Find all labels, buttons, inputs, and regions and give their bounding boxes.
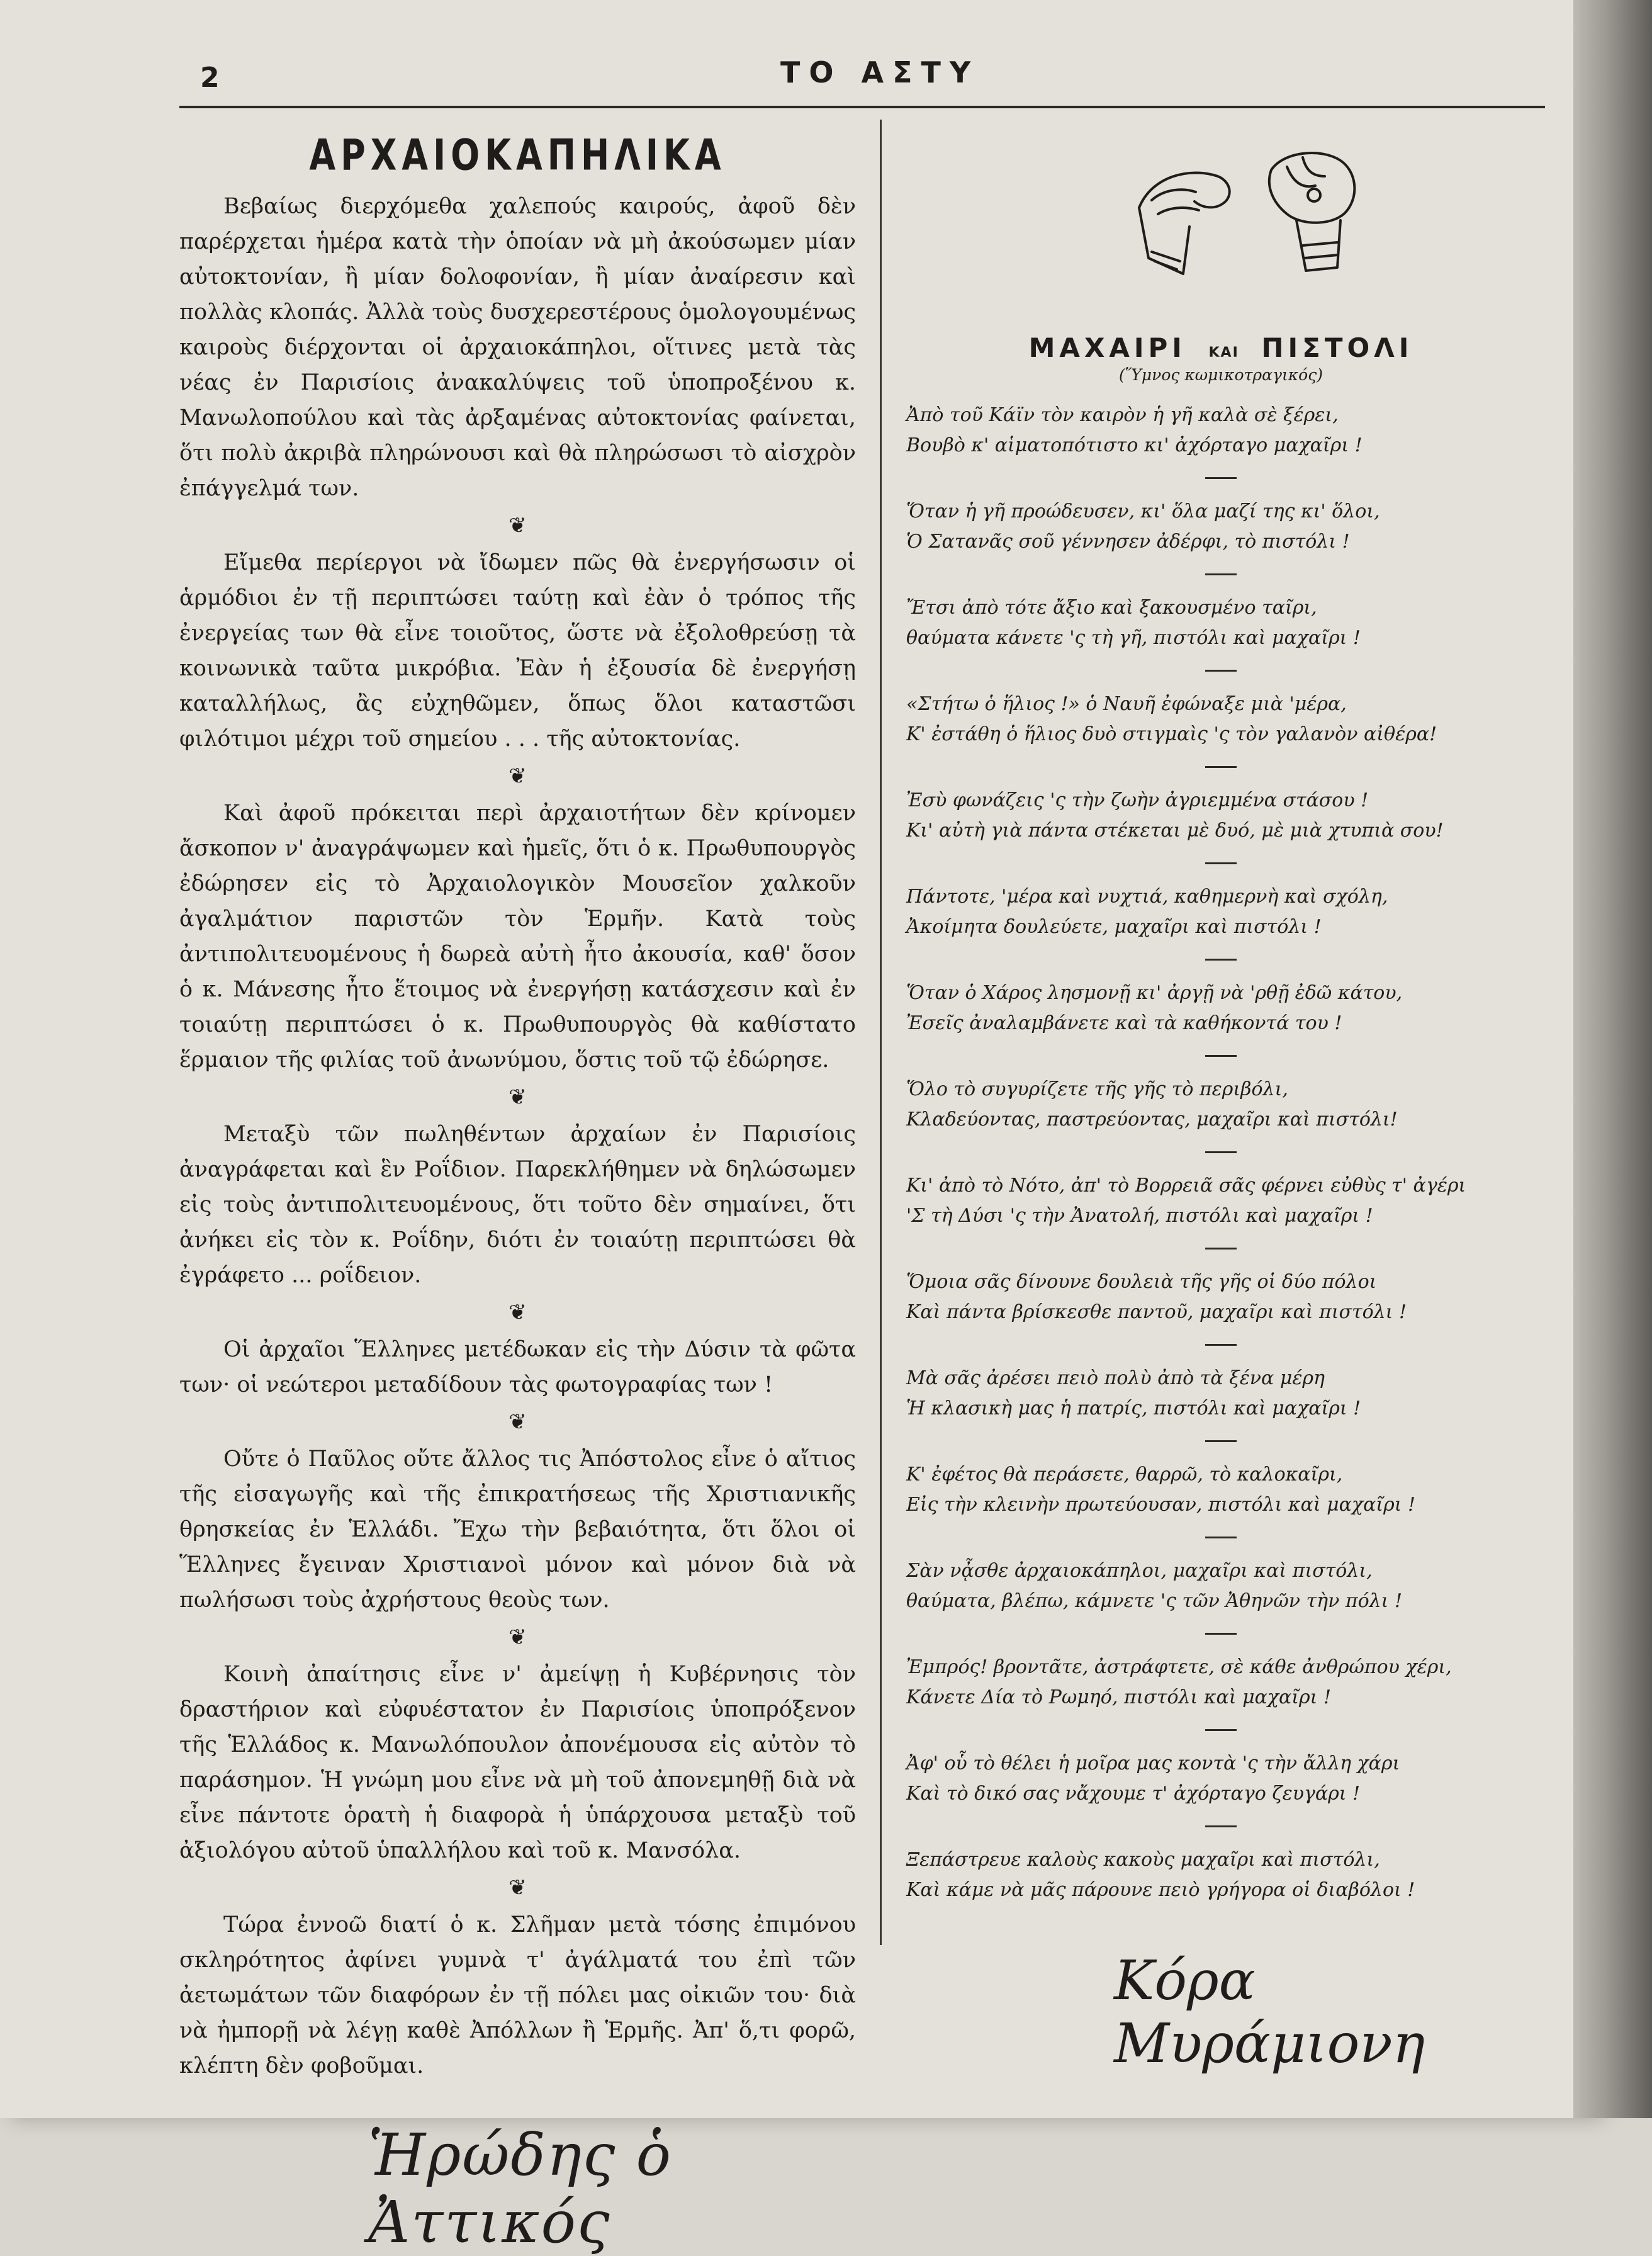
verse-line: Ἐμπρός! βροντᾶτε, ἀστράφτετε, σὲ κάθε ἀνθρώπου χέρι, xyxy=(906,1656,1452,1678)
stanza xyxy=(906,689,1536,750)
verse-line: Ὅταν ἡ γῆ προώδευσεν, κι' ὅλα μαζί της κι' ὅλοι, xyxy=(906,500,1380,522)
stanza-separator xyxy=(1205,1729,1237,1731)
paragraph-4: Μεταξὺ τῶν πωληθέντων ἀρχαίων ἐν Παρισίοις ἀναγράφεται καὶ ἓν Ροΐδιον. Παρεκλήθημεν νὰ δηλώσωμεν εἰς τοὺς ἀντιπολιτευομένους, ὅτι τοῦτο δὲν σημαίνει, ὅτι ἀνήκει εἰς τὸν κ. Ροΐδην, διότι ἐν τοιαύτῃ περιπτώσει θὰ ἐγράφετο ... ροΐδειον. xyxy=(179,1122,856,1288)
verse-line: Σὰν νᾆσθε ἀρχαιοκάπηλοι, μαχαῖρι καὶ πιστόλι, xyxy=(906,1560,1373,1582)
stanza-separator xyxy=(1205,862,1237,864)
paragraph-2: Εἴμεθα περίεργοι νὰ ἴδωμεν πῶς θὰ ἐνεργήσωσιν οἱ ἁρμόδιοι ἐν τῇ περιπτώσει ταύτῃ καὶ ἐὰν ὁ τρόπος τῆς ἐνεργείας των θὰ εἶνε τοιοῦτος, ὥστε νὰ ἐξολοθρεύσῃ τὰ κοινωνικὰ ταῦτα μικρόβια. Ἐὰν ἡ ἐξουσία δὲ ἐνεργήσῃ καταλλήλως, ἂς εὐχηθῶμεν, ὅπως ὅλοι καταστῶσι φιλότιμοι μέχρι τοῦ σημείου . . . τῆς αὐτοκτονίας. xyxy=(179,550,856,752)
verse-line: Ἔτσι ἀπὸ τότε ἄξιο καὶ ξακουσμένο ταῖρι, xyxy=(906,597,1317,619)
stanza xyxy=(906,882,1536,942)
stanza xyxy=(906,400,1536,461)
stanza xyxy=(906,1556,1536,1616)
verse-line: Ὅμοια σᾶς δίνουνε δουλειὰ τῆς γῆς οἱ δύο πόλοι xyxy=(906,1271,1377,1293)
poem-subtitle: (Ὕμνος κωμικοτραγικός) xyxy=(1119,366,1323,384)
fist-and-hand-illustration xyxy=(1114,132,1378,290)
stanza xyxy=(906,1460,1536,1520)
page-edge-shadow xyxy=(1573,0,1652,2118)
fleuron-ornament: ❦ xyxy=(509,513,527,538)
poem-title-pistol: ΠΙΣΤΟΛΙ xyxy=(1261,332,1413,363)
verse-line: Βουβὸ κ' αἱματοπότιστο κι' ἀχόρταγο μαχαῖρι ! xyxy=(906,434,1363,456)
poem-title-knife: ΜΑΧΑΙΡΙ xyxy=(1028,332,1186,363)
stanza-separator xyxy=(1205,1248,1237,1249)
verse-line: Κ' ἐστάθη ὁ ἥλιος δυὸ στιγμαὶς 'ς τὸν γαλανὸν αἰθέρα! xyxy=(906,723,1437,745)
paragraph-7: Κοινὴ ἀπαίτησις εἶνε ν' ἀμείψῃ ἡ Κυβέρνησις τὸν δραστήριον καὶ εὐφυέστατον ἐν Παρισίοις ὑποπρόξενον τῆς Ἑλλάδος κ. Μανωλόπουλον ἀπονέμουσα εἰς αὐτὸν τὸ παράσημον. Ἡ γνώμη μου εἶνε νὰ μὴ τοῦ ἀπονεμηθῇ διὰ νὰ εἶνε πάντοτε ὁρατὴ ἡ διαφορὰ ἡ ὑπάρχουσα μεταξὺ τοῦ ἀξιολόγου αὐτοῦ ὑπαλλήλου καὶ τοῦ κ. Μανσόλα. xyxy=(179,1662,856,1863)
stanza-separator xyxy=(1205,959,1237,961)
verse-line: Κι' ἀπὸ τὸ Νότο, ἀπ' τὸ Βορρειᾶ σᾶς φέρνει εὐθὺς τ' ἀγέρι xyxy=(906,1175,1466,1197)
fleuron-ornament: ❦ xyxy=(509,1625,527,1650)
stanza xyxy=(906,593,1536,653)
verse-line: Ὅταν ὁ Χάρος λησμονῇ κι' ἀργῇ νὰ 'ρθῇ ἐδῶ κάτου, xyxy=(906,982,1403,1004)
verse-line: Ἀκοίμητα δουλεύετε, μαχαῖρι καὶ πιστόλι ! xyxy=(906,916,1322,938)
verse-line: Καὶ πάντα βρίσκεσθε παντοῦ, μαχαῖρι καὶ πιστόλι ! xyxy=(906,1301,1407,1323)
stanza-separator xyxy=(1205,1825,1237,1827)
signature-left: Ἡρώδης ὁ Ἀττικός xyxy=(368,2121,673,2256)
fleuron-ornament: ❦ xyxy=(509,1409,527,1435)
verse-line: θαύματα, βλέπω, κάμνετε 'ς τῶν Ἀθηνῶν τὴν πόλι ! xyxy=(906,1590,1403,1612)
verse-line: Ὅλο τὸ συγυρίζετε τῆς γῆς τὸ περιβόλι, xyxy=(906,1078,1288,1100)
page-number: 2 xyxy=(200,62,220,94)
stanza-separator xyxy=(1205,1633,1237,1635)
stanza xyxy=(906,1074,1536,1135)
verse-line: Ἐσὺ φωνάζεις 'ς τὴν ζωὴν ἀγριεμμένα στάσου ! xyxy=(906,789,1369,811)
stanza-separator xyxy=(1205,670,1237,672)
stanza xyxy=(906,1171,1536,1231)
paragraph-6: Οὔτε ὁ Παῦλος οὔτε ἄλλος τις Ἀπόστολος εἶνε ὁ αἴτιος τῆς εἰσαγωγῆς καὶ τῆς ἐπικρατήσεως τῆς Χριστιανικῆς θρησκείας ἐν Ἑλλάδι. Ἔχω τὴν βεβαιότητα, ὅτι ὅλοι οἱ Ἕλληνες ἔγειναν Χριστιανοὶ μόνον καὶ μόνον διὰ νὰ πωλήσωσι τοὺς ἀχρήστους θεοὺς των. xyxy=(179,1447,856,1613)
fleuron-ornament: ❦ xyxy=(509,1085,527,1110)
verse-line: Πάντοτε, 'μέρα καὶ νυχτιά, καθημερνὴ καὶ σχόλη, xyxy=(906,886,1388,908)
stanza xyxy=(906,1749,1536,1809)
verse-line: Ξεπάστρευε καλοὺς κακοὺς μαχαῖρι καὶ πιστόλι, xyxy=(906,1849,1380,1871)
stanza-separator xyxy=(1205,477,1237,479)
article-title: ΑΡΧΑΙΟΚΑΠΗΛΙΚΑ xyxy=(309,130,726,180)
verse-line: Ἡ κλασικὴ μας ἡ πατρίς, πιστόλι καὶ μαχαῖρι ! xyxy=(906,1397,1361,1419)
verse-line: Κ' ἐφέτος θὰ περάσετε, θαρρῶ, τὸ καλοκαῖρι, xyxy=(906,1464,1343,1486)
stanza-separator xyxy=(1205,1440,1237,1442)
stanza xyxy=(906,786,1536,846)
stanza xyxy=(906,1267,1536,1328)
verse-line: Ἐσεῖς ἀναλαμβάνετε καὶ τὰ καθήκοντά του ! xyxy=(906,1012,1342,1034)
stanza xyxy=(906,978,1536,1039)
stanza xyxy=(906,1363,1536,1424)
masthead: ΤΟ ΑΣΤΥ xyxy=(780,55,980,89)
paragraph-5: Οἱ ἀρχαῖοι Ἕλληνες μετέδωκαν εἰς τὴν Δύσιν τὰ φῶτα των· οἱ νεώτεροι μεταδίδουν τὰς φωτογραφίας των ! xyxy=(179,1337,856,1397)
poem-title-and: ΚΑΙ xyxy=(1208,345,1239,361)
fleuron-ornament: ❦ xyxy=(509,764,527,789)
verse-line: θαύματα κάνετε 'ς τὴ γῆ, πιστόλι καὶ μαχαῖρι ! xyxy=(906,627,1361,649)
paragraph-8: Τώρα ἐννοῶ διατί ὁ κ. Σλῆμαν μετὰ τόσης ἐπιμόνου σκληρότητος ἀφίνει γυμνὰ τ' ἀγάλματά του ἐπὶ τῶν ἀετωμάτων τῶν διαφόρων ἐν τῇ πόλει μας οἰκιῶν του· διὰ νὰ ἠμπορῇ νὰ λέγῃ καθὲ Ἀπόλλων ἢ Ἑρμῆς. Ἀπ' ὅ,τι φορῶ, κλέπτη δὲν φοβοῦμαι. xyxy=(179,1912,856,2078)
verse-line: Κι' αὐτὴ γιὰ πάντα στέκεται μὲ δυό, μὲ μιὰ χτυπιὰ σου! xyxy=(906,820,1444,842)
verse-line: 'Σ τὴ Δύσι 'ς τὴν Ἀνατολή, πιστόλι καὶ μαχαῖρι ! xyxy=(906,1205,1373,1227)
paragraph-1: Βεβαίως διερχόμεθα χαλεπούς καιρούς, ἀφοῦ δὲν παρέρχεται ἡμέρα κατὰ τὴν ὁποίαν νὰ μὴ ἀκούσωμεν μίαν αὐτοκτονίαν, ἢ μίαν δολοφονίαν, ἢ μίαν ἀναίρεσιν καὶ πολλὰς κλοπάς. Ἀλλὰ τοὺς δυσχερεστέρους ὁμολογουμένως καιροὺς διέρχονται οἱ ἀρχαιοκάπηλοι, οἵτινες μετὰ τὰς νέας ἐν Παρισίοις ἀνακαλύψεις τοῦ ὑποπροξένου κ. Μανωλοπούλου καὶ τὰς ἀρξαμένας αὐτοκτονίας φαίνεται, ὅτι πολὺ ἀκριβὰ πληρώνουσι καὶ θὰ πληρώσωσι τὸ αἰσχρὸν ἐπάγγελμά των. xyxy=(179,194,856,501)
paragraph-3: Καὶ ἀφοῦ πρόκειται περὶ ἀρχαιοτήτων δὲν κρίνομεν ἄσκοπον ν' ἀναγράψωμεν καὶ ἡμεῖς, ὅτι ὁ κ. Πρωθυπουργὸς ἐδώρησεν εἰς τὸ Ἀρχαιολογικὸν Μουσεῖον χαλκοῦν ἀγαλμάτιον παριστῶν τὸν Ἑρμῆν. Κατὰ τοὺς ἀντιπολιτευομένους ἡ δωρεὰ αὐτὴ ἦτο ἀκουσία, καθ' ὅσον ὁ κ. Μάνεσης ἦτο ἕτοιμος νὰ ἐνεργήσῃ κατάσχεσιν καὶ ἐν τοιαύτῃ περιπτώσει ὁ κ. Πρωθυπουργὸς θὰ καθίστατο ἕρμαιον τῆς φιλίας τοῦ ἀνωνύμου, ὅστις τοῦ τῷ ἐδώρησε. xyxy=(179,801,856,1073)
stanza-separator xyxy=(1205,1344,1237,1346)
verse-line: Ἀπὸ τοῦ Κάϊν τὸν καιρὸν ἡ γῆ καλὰ σὲ ξέρει, xyxy=(906,404,1339,426)
verse-line: «Στήτω ὁ ἥλιος !» ὁ Ναυῆ ἐφώναξε μιὰ 'μέρα, xyxy=(906,693,1347,715)
stanza xyxy=(906,497,1536,557)
stanza-separator xyxy=(1205,1055,1237,1057)
header-rule xyxy=(179,106,1545,108)
signature-right: Κόρα Μυράμιονη xyxy=(1114,1949,1425,2075)
stanza-separator xyxy=(1205,766,1237,768)
verse-line: Εἰς τὴν κλεινὴν πρωτεύουσαν, πιστόλι καὶ μαχαῖρι ! xyxy=(906,1494,1416,1516)
stanza-separator xyxy=(1205,1151,1237,1153)
verse-line: Κάνετε Δία τὸ Ρωμηό, πιστόλι καὶ μαχαῖρι ! xyxy=(906,1686,1332,1708)
stanza xyxy=(906,1845,1536,1905)
left-column xyxy=(179,130,856,2256)
stanza-separator xyxy=(1205,1537,1237,1538)
poem-title xyxy=(906,332,1536,363)
fleuron-ornament: ❦ xyxy=(509,1875,527,1900)
stanza-separator xyxy=(1205,573,1237,575)
verse-line: Καὶ κάμε νὰ μᾶς πάρουνε πειὸ γρήγορα οἱ διαβόλοι ! xyxy=(906,1879,1415,1901)
verse-line: Καὶ τὸ δικό σας νἄχουμε τ' ἀχόρταγο ζευγάρι ! xyxy=(906,1783,1361,1805)
verse-line: Μὰ σᾶς ἀρέσει πειὸ πολὺ ἀπὸ τὰ ξένα μέρη xyxy=(906,1367,1325,1389)
verse-line: Ὁ Σατανᾶς σοῦ γέννησεν ἀδέρφι, τὸ πιστόλι ! xyxy=(906,531,1350,553)
verse-line: Ἀφ' οὗ τὸ θέλει ἡ μοῖρα μας κοντὰ 'ς τὴν ἄλλη χάρι xyxy=(906,1752,1400,1774)
fleuron-ornament: ❦ xyxy=(509,1300,527,1325)
column-divider xyxy=(880,120,882,1945)
stanza xyxy=(906,1652,1536,1713)
right-column xyxy=(906,332,1536,2075)
verse-line: Κλαδεύοντας, παστρεύοντας, μαχαῖρι καὶ πιστόλι! xyxy=(906,1108,1398,1131)
